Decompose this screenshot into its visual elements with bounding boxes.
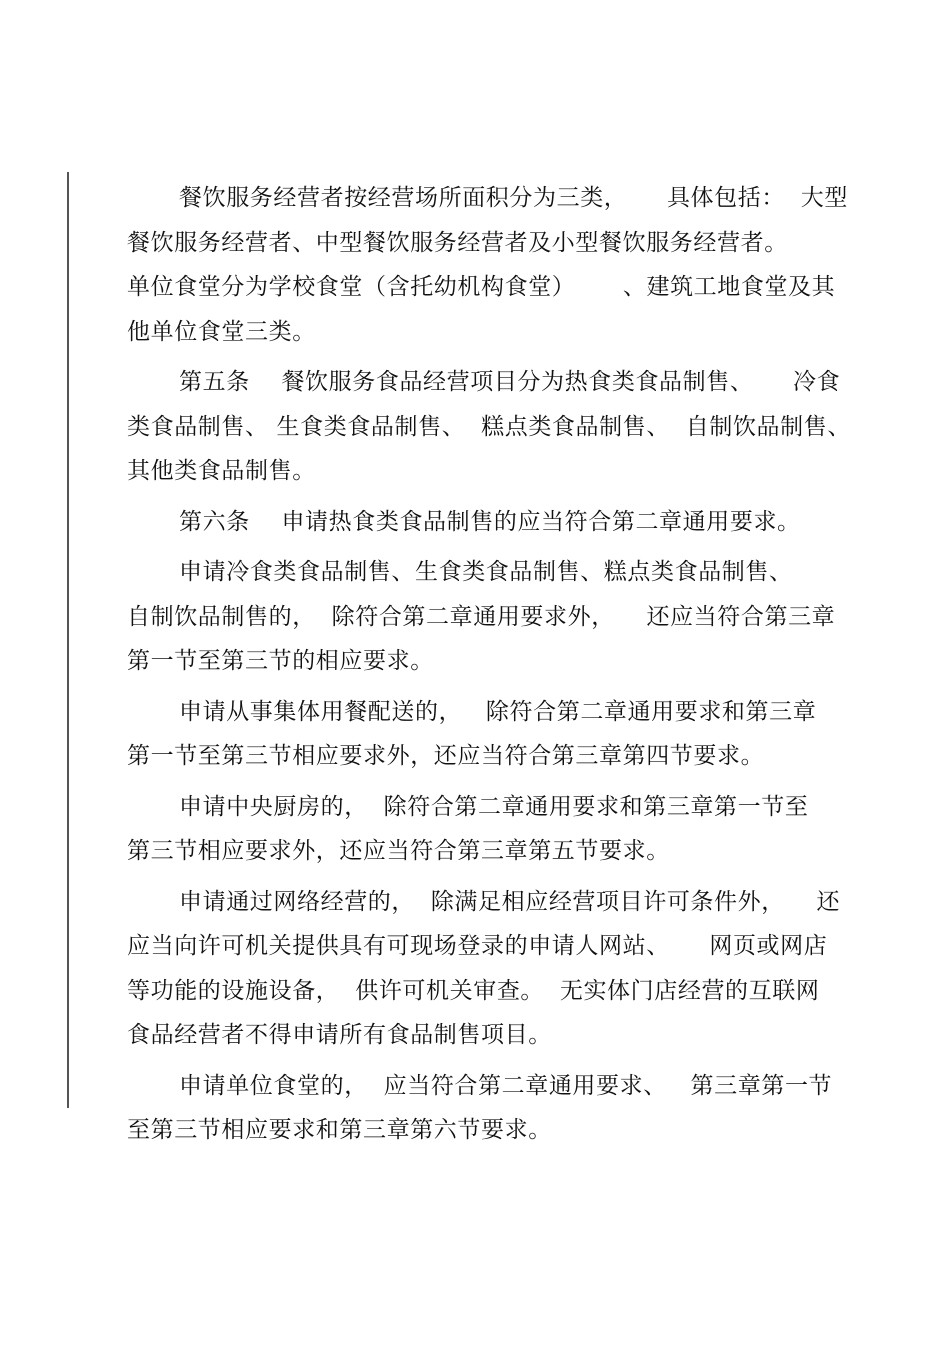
paragraph-central-kitchen: [127, 785, 837, 874]
text-line: 餐饮服务经营者按经营场所面积分为三类， 具体包括： 大型: [179, 185, 848, 211]
margin-rule: [67, 172, 69, 1108]
paragraph-unit-canteen: [127, 1064, 837, 1153]
text-line: 单位食堂分为学校食堂（含托幼机构食堂） 、建筑工地食堂及其: [127, 274, 836, 300]
text-line: 申请冷食类食品制售、生食类食品制售、糕点类食品制售、: [179, 559, 793, 585]
text-line: 申请单位食堂的， 应当符合第二章通用要求、 第三章第一节: [179, 1072, 833, 1099]
text-line: 至第三节相应要求和第三章第六节要求。: [127, 1117, 552, 1143]
paragraph-article-6: [127, 500, 837, 545]
text-line: 食品经营者不得申请所有食品制售项目。: [127, 1022, 552, 1048]
text-line: 第五条 餐饮服务食品经营项目分为热食类食品制售、 冷食: [179, 369, 841, 395]
text-line: 申请中央厨房的， 除符合第二章通用要求和第三章第一节至: [179, 793, 809, 820]
text-line: 类食品制售、 生食类食品制售、 糕点类食品制售、 自制饮品制售、: [127, 413, 851, 440]
document-body: [127, 176, 851, 1153]
text-line: 其他类食品制售。: [127, 458, 316, 484]
paragraph-cold-food: [127, 550, 837, 684]
text-line: 第一节至第三节的相应要求。: [127, 648, 434, 674]
text-line: 他单位食堂三类。: [127, 318, 316, 345]
paragraph-article-5: [127, 360, 851, 494]
text-line: 第一节至第三节相应要求外，还应当符合第三章第四节要求。: [127, 743, 765, 769]
text-line: 餐饮服务经营者、中型餐饮服务经营者及小型餐饮服务经营者。: [127, 229, 788, 256]
text-line: 等功能的设施设备， 供许可机关审查。 无实体门店经营的互联网: [127, 977, 820, 1004]
text-line: 第三节相应要求外，还应当符合第三章第五节要求。: [127, 838, 670, 864]
text-line: 申请通过网络经营的， 除满足相应经营项目许可条件外， 还: [179, 888, 841, 915]
text-line: 自制饮品制售的， 除符合第二章通用要求外， 还应当符合第三章: [127, 603, 836, 630]
text-line: 申请从事集体用餐配送的， 除符合第二章通用要求和第三章: [179, 698, 817, 725]
paragraph-shop-size-categories: [127, 176, 848, 354]
text-line: 应当向许可机关提供具有可现场登录的申请人网站、 网页或网店: [127, 933, 828, 959]
text-line: 第六条 申请热食类食品制售的应当符合第二章通用要求。: [179, 508, 801, 535]
paragraph-group-meal-delivery: [127, 690, 837, 779]
paragraph-online-business: [127, 880, 841, 1058]
